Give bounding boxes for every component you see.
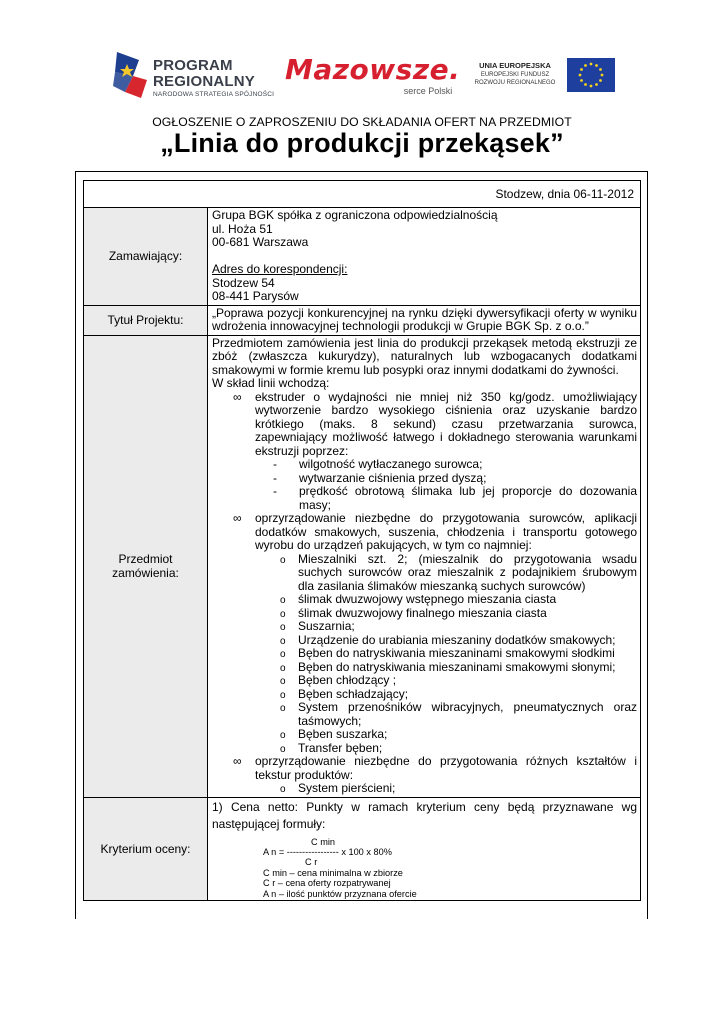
circle-bullet-icon: o	[280, 676, 286, 687]
sub-item-text: System pierścieni;	[298, 781, 396, 795]
circle-bullet-icon: o	[280, 554, 286, 566]
sub-item-text: wytwarzanie ciśnienia przed dyszą;	[299, 470, 487, 485]
formula-main: A n = ----------------- x 100 x 80%	[263, 846, 392, 857]
dash-bullet-icon: -	[273, 457, 277, 471]
sub-item	[212, 782, 637, 796]
kryterium-intro-line1: 1) Cena netto: Punkty w ramach kryterium ceny będą przyznawane wg	[212, 799, 637, 814]
kryterium-row	[84, 797, 641, 900]
circle-bullet-icon: o	[280, 784, 286, 795]
zamawiajacy-line: Grupa BGK spółka z ograniczona odpowiedzialnością	[212, 208, 498, 222]
circle-bullet-icon: o	[280, 662, 286, 674]
formula-legend-item: A n – ilość punktów przyznana ofercie	[263, 888, 417, 899]
circle-bullet-icon: o	[280, 689, 286, 701]
correspondence-line: 08-441 Parysów	[212, 289, 299, 303]
infinity-bullet-icon: ∞	[233, 754, 242, 768]
kryterium-label: Kryterium oceny:	[84, 797, 208, 900]
sub-item	[212, 634, 637, 648]
eu-logo-text	[469, 62, 561, 86]
sub-item-text: wilgotność wytłaczanego surowca;	[299, 457, 483, 471]
sub-item-text: prędkość obrotową ślimaka lub jej proporcje do dozowania masy;	[299, 484, 637, 512]
eu-logo-line2: EUROPEJSKI FUNDUSZ	[480, 71, 550, 78]
sub-item	[212, 661, 637, 675]
mazowsze-logo-sub: serce Polski	[403, 86, 453, 96]
bullet-extruder	[212, 391, 637, 459]
sub-item-text: Bęben schładzający;	[298, 686, 409, 701]
price-formula	[212, 837, 637, 899]
logo-header	[113, 44, 633, 110]
zamawiajacy-row	[84, 208, 641, 306]
sub-item	[212, 674, 637, 688]
formula-legend-item: C r – cena oferty rozpatrywanej	[263, 878, 391, 889]
zamawiajacy-content	[208, 208, 641, 306]
sub-item-text: Bęben do natryskiwania mieszaninami smakowymi słonymi;	[298, 659, 616, 674]
sub-item-text: System przenośników wibracyjnych, pneumatycznych oraz taśmowych;	[298, 700, 637, 728]
sub-item	[212, 607, 637, 621]
kryterium-content	[208, 797, 641, 900]
eu-logo-line1: UNIA EUROPEJSKA	[479, 61, 551, 70]
przedmiot-label-line1: Przedmiot	[118, 552, 173, 566]
sub-item	[212, 485, 637, 512]
circle-bullet-icon: o	[280, 635, 286, 647]
przedmiot-label	[84, 335, 208, 797]
sub-item-text: Mieszalniki szt. 2; (mieszalnik do przygotowania wsadu suchych surowców oraz mieszalnik z podajnikiem śrubowym dla zasilania ślimaków mieszanką suchych surowców)	[298, 551, 637, 593]
sub-item	[212, 458, 637, 472]
circle-bullet-icon: o	[280, 595, 286, 606]
correspondence-line: Stodzew 54	[212, 275, 275, 290]
mazowsze-logo	[285, 53, 461, 96]
circle-bullet-icon: o	[280, 622, 286, 633]
zamawiajacy-label: Zamawiający:	[84, 208, 208, 306]
outer-frame	[75, 171, 648, 919]
bullet-text: oprzyrządowanie niezbędne do przygotowania surowców, aplikacji dodatków smakowych, suszenia, chłodzenia i transportu gotowego wyrobu do urządzeń pakujących, w tym co najmniej:	[255, 511, 637, 552]
sub-item	[212, 620, 637, 634]
przedmiot-row	[84, 335, 641, 797]
formula-denominator: C r	[305, 857, 318, 868]
kryterium-intro-line2: następującej formuły:	[212, 816, 326, 831]
circle-bullet-icon: o	[280, 649, 286, 660]
mazowsze-logo-word: Mazowsze.	[285, 53, 461, 86]
sub-item	[212, 593, 637, 607]
eu-logo	[469, 58, 633, 98]
zamawiajacy-line: ul. Hoża 51	[212, 221, 273, 236]
dash-bullet-icon: -	[273, 470, 277, 485]
sub-item	[212, 688, 637, 702]
program-logo-line1: PROGRAM	[153, 57, 233, 74]
sub-item	[212, 647, 637, 661]
spacer	[212, 250, 637, 264]
przedmiot-label-line2: zamówienia:	[112, 566, 179, 580]
zamawiajacy-line: 00-681 Warszawa	[212, 235, 309, 249]
sub-item	[212, 553, 637, 594]
circle-bullet-icon: o	[280, 730, 286, 741]
program-regionalny-text	[153, 58, 274, 99]
sub-item-text: Bęben suszarka;	[298, 727, 388, 741]
circle-bullet-icon: o	[280, 608, 286, 620]
przedmiot-content	[208, 335, 641, 797]
bullet-ksztalty	[212, 755, 637, 782]
date-row	[84, 181, 641, 208]
przedmiot-intro: Przedmiotem zamówienia jest linia do produkcji przekąsek metodą ekstruzji ze zbóż (zwłaszcza kukurydzy), naturalnych lub wzbogacanych dodatkami smakowymi w formie kremu lub posypki oraz innymi dodatkami do żywności.	[212, 335, 637, 377]
tytul-text: „Poprawa pozycji konkurencyjnej na rynku dzięki dywersyfikacji oferty w wyniku wdrożenia innowacyjnej technologii produkcji w Grupie BGK Sp. z o.o.”	[212, 305, 637, 333]
formula-numerator: C min	[311, 836, 335, 847]
program-logo-line2: REGIONALNY	[153, 73, 256, 90]
date-cell: Stodzew, dnia 06-11-2012	[84, 181, 641, 208]
program-regionalny-emblem-icon	[113, 50, 149, 100]
dash-bullet-icon: -	[273, 484, 277, 498]
tytul-label: Tytuł Projektu:	[84, 305, 208, 335]
program-logo-line3: NARODOWA STRATEGIA SPÓJNOŚCI	[153, 91, 275, 98]
document-title: „Linia do produkcji przekąsek”	[160, 128, 564, 158]
announcement-subtitle: OGŁOSZENIE O ZAPROSZENIU DO SKŁADANIA OFERT NA PRZEDMIOT	[152, 115, 572, 129]
sub-item	[212, 701, 637, 728]
correspondence-heading: Adres do korespondencji:	[212, 262, 348, 276]
eu-logo-line3: ROZWOJU REGIONALNEGO	[474, 79, 556, 86]
infinity-bullet-icon: ∞	[233, 511, 242, 525]
formula-legend-item: C min – cena minimalna w zbiorze	[263, 867, 403, 878]
sub-item-text: Suszarnia;	[298, 619, 355, 633]
sub-item	[212, 472, 637, 486]
sub-item-text: Urządzenie do urabiania mieszaniny dodatków smakowych;	[298, 632, 616, 647]
tytul-row	[84, 305, 641, 335]
sub-item-text: Bęben chłodzący ;	[298, 673, 397, 687]
circle-bullet-icon: o	[280, 703, 286, 714]
eu-flag-icon	[567, 58, 615, 92]
sub-item-text: Transfer bęben;	[298, 740, 383, 755]
tytul-content	[208, 305, 641, 335]
sub-item	[212, 742, 637, 756]
bullet-text: oprzyrządowanie niezbędne do przygotowania różnych kształtów i tekstur produktów:	[255, 754, 637, 782]
sub-item-text: Bęben do natryskiwania mieszaninami smakowymi słodkimi	[298, 646, 615, 660]
offer-table	[83, 180, 641, 901]
sub-item	[212, 728, 637, 742]
sub-item-text: ślimak dwuzwojowy finalnego mieszania ciasta	[298, 605, 547, 620]
bullet-text: ekstruder o wydajności nie mniej niż 350 kg/godz. umożliwiający wytworzenie bardzo wysokiego ciśnienia oraz uzyskanie bardzo krótkiego (maks. 8 sekund) czasu przetwarzania surowca, zapewniający możliwość łatwego i dokładnego sterowania warunkami ekstruzji poprzez:	[255, 389, 637, 458]
sub-item-text: ślimak dwuzwojowy wstępnego mieszania ciasta	[298, 592, 557, 606]
bullet-oprzyrzadowanie	[212, 512, 637, 553]
infinity-bullet-icon: ∞	[233, 389, 242, 404]
sklad-heading: W skład linii wchodzą:	[212, 376, 330, 390]
circle-bullet-icon: o	[280, 743, 286, 755]
